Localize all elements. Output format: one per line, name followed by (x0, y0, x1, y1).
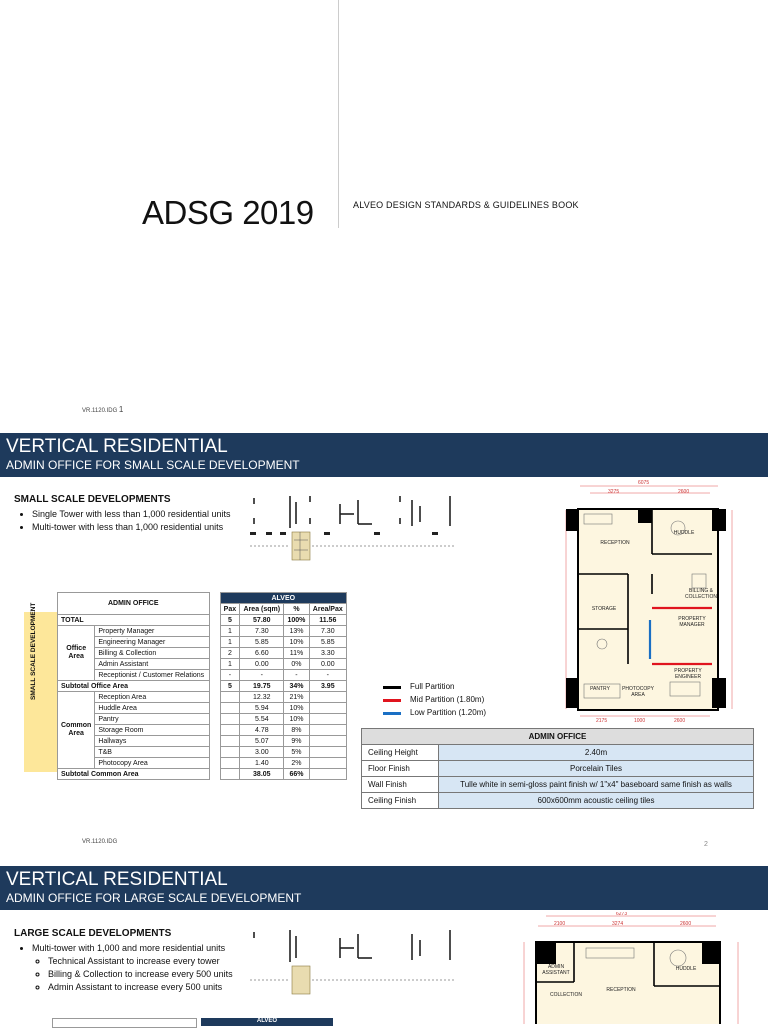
row-label: Billing & Collection (95, 648, 209, 659)
row-label: Storage Room (95, 725, 209, 736)
bullet-list (14, 508, 230, 534)
cell: 7.30 (240, 626, 284, 637)
total-per-pax: 11.56 (309, 615, 346, 626)
section-title: LARGE SCALE DEVELOPMENTS (14, 928, 172, 939)
table-row (58, 692, 347, 703)
room-label: HUDDLE (673, 530, 695, 536)
cell: 1 (220, 626, 240, 637)
cell: 3.95 (309, 681, 346, 692)
document-title: ADSG 2019 (142, 194, 314, 231)
table-header-brand: ALVEO (201, 1018, 333, 1026)
room-label: PROPERTY ENGINEER (674, 668, 702, 680)
spec-title: ADMIN OFFICE (362, 729, 754, 745)
row-label: Huddle Area (95, 703, 209, 714)
table-row (58, 736, 347, 747)
row-label: Property Manager (95, 626, 209, 637)
cell: 5.94 (240, 703, 284, 714)
row-label: Receptionist / Customer Relations (95, 670, 209, 681)
bullet-list (14, 942, 233, 994)
table-row (58, 725, 347, 736)
title-divider (338, 0, 339, 228)
document-subtitle: ALVEO DESIGN STANDARDS & GUIDELINES BOOK (353, 200, 579, 210)
page-number: 2 (704, 841, 708, 848)
col-header: % (284, 604, 309, 615)
table-row (58, 626, 347, 637)
spec-key: Wall Finish (362, 777, 439, 793)
bullet-item: • Single Tower with less than 1,000 residential units (32, 508, 230, 521)
cell: 10% (284, 703, 309, 714)
total-pct: 100% (284, 615, 309, 626)
spec-key: Floor Finish (362, 761, 439, 777)
dimension-label: 2600 (678, 489, 690, 495)
room-label: BILLING & COLLECTION (685, 588, 717, 600)
section-title: SMALL SCALE DEVELOPMENTS (14, 494, 171, 505)
cell: 1 (220, 637, 240, 648)
cell: 5 (220, 681, 240, 692)
cell: 13% (284, 626, 309, 637)
cell: 6.60 (240, 648, 284, 659)
row-label: T&B (95, 747, 209, 758)
legend-swatch (383, 686, 401, 689)
table-row (58, 714, 347, 725)
header-band (0, 433, 768, 477)
total-pax: 5 (220, 615, 240, 626)
cell: 11% (284, 648, 309, 659)
room-label: COLLECTION (550, 992, 582, 998)
legend-swatch (383, 699, 401, 702)
spec-key: Ceiling Height (362, 745, 439, 761)
table-row (58, 703, 347, 714)
spec-value: 2.40m (439, 745, 754, 761)
dimension-label: 2100 (554, 921, 566, 927)
room-label: HUDDLE (675, 966, 697, 972)
cell: 3.00 (240, 747, 284, 758)
room-label: RECEPTION (600, 540, 630, 546)
cell: - (220, 670, 240, 681)
row-label: Subtotal Office Area (58, 681, 210, 692)
cell: 0.00 (240, 659, 284, 670)
cell: 4.78 (240, 725, 284, 736)
legend-label: Mid Partition (1.80m) (410, 695, 485, 704)
tower-plan-thumbnail (250, 494, 460, 568)
cell: 21% (284, 692, 309, 703)
row-label: Engineering Manager (95, 637, 209, 648)
floor-plan (560, 480, 740, 726)
cell: 2% (284, 758, 309, 769)
row-label: Admin Assistant (95, 659, 209, 670)
cell: 7.30 (309, 626, 346, 637)
sub-bullet-item: ◦ Admin Assistant to increase every 500 units (48, 981, 233, 994)
cell: 5.54 (240, 714, 284, 725)
cell: 1 (220, 659, 240, 670)
dimension-label: 6075 (638, 480, 650, 486)
room-label: PANTRY (590, 686, 610, 692)
room-label: PROPERTY MANAGER (678, 616, 706, 628)
table-header-brand: ALVEO (220, 593, 346, 604)
subtotal-row (58, 769, 347, 780)
legend-swatch (383, 712, 401, 715)
sub-bullet-item: ◦ Billing & Collection to increase every 500 units (48, 968, 233, 981)
row-label: Reception Area (95, 692, 209, 703)
cell: 3.30 (309, 648, 346, 659)
table-row (58, 670, 347, 681)
area-table (57, 592, 347, 780)
page-number: 1 (118, 405, 124, 414)
cell: 38.05 (240, 769, 284, 780)
col-header: Area (sqm) (240, 604, 284, 615)
header-title: VERTICAL RESIDENTIAL (6, 869, 228, 890)
cell: - (284, 670, 309, 681)
sub-bullet-item: ◦ Technical Assistant to increase every tower (48, 955, 233, 968)
cell: 1.40 (240, 758, 284, 769)
cell: 5.85 (309, 637, 346, 648)
row-label: Hallways (95, 736, 209, 747)
dimension-label: 3274 (612, 921, 624, 927)
bullet-item: • Multi-tower with 1,000 and more residential units ◦ Technical Assistant to increase every tower ◦ Billing & Collection to increase every 500 units ◦ Admin Assistant to increase every 500 units (32, 942, 233, 994)
table-row (58, 758, 347, 769)
spec-value: 600x600mm acoustic ceiling tiles (439, 793, 754, 809)
dimension-label: 6273 (616, 912, 628, 917)
cell: 19.75 (240, 681, 284, 692)
partition-legend (383, 682, 503, 722)
col-header: Pax (220, 604, 240, 615)
total-label: TOTAL (58, 615, 210, 626)
cell: 2 (220, 648, 240, 659)
room-label: STORAGE (591, 606, 617, 612)
table-header-left (52, 1018, 197, 1028)
cell: 0% (284, 659, 309, 670)
cell: 10% (284, 637, 309, 648)
room-label: ADMIN ASSISTANT (542, 964, 570, 976)
row-label: Photocopy Area (95, 758, 209, 769)
cell: 5% (284, 747, 309, 758)
dimension-label: 2600 (674, 718, 686, 724)
page-footer: VR.1120.IDG (82, 839, 118, 845)
header-band (0, 866, 768, 910)
cell: - (240, 670, 284, 681)
subtotal-row (58, 681, 347, 692)
dimension-label: 3275 (608, 489, 620, 495)
legend-label: Low Partition (1.20m) (410, 708, 487, 717)
legend-label: Full Partition (410, 682, 455, 691)
spec-table (361, 728, 754, 809)
table-header-left: ADMIN OFFICE (58, 593, 210, 615)
cell: 0.00 (309, 659, 346, 670)
cell: 12.32 (240, 692, 284, 703)
group-label: Common Area (58, 692, 95, 769)
cell: - (309, 670, 346, 681)
table-row (58, 747, 347, 758)
category-label: SMALL SCALE DEVELOPMENT (30, 602, 37, 700)
cell: 5.07 (240, 736, 284, 747)
group-label: Office Area (58, 626, 95, 681)
row-label: Pantry (95, 714, 209, 725)
total-area: 57.80 (240, 615, 284, 626)
page-footer: VR.1120.IDG 1 (82, 405, 124, 414)
dimension-label: 2175 (596, 718, 608, 724)
spec-key: Ceiling Finish (362, 793, 439, 809)
table-row (58, 637, 347, 648)
dimension-label: 1000 (634, 718, 646, 724)
cell: 34% (284, 681, 309, 692)
spec-value: Porcelain Tiles (439, 761, 754, 777)
dimension-label: 2600 (680, 921, 692, 927)
room-label: PHOTOCOPY AREA (622, 686, 654, 698)
header-title: VERTICAL RESIDENTIAL (6, 436, 228, 457)
category-band (24, 612, 57, 772)
cell: 8% (284, 725, 309, 736)
table-row (58, 659, 347, 670)
cell: 66% (284, 769, 309, 780)
cell: 5.85 (240, 637, 284, 648)
spec-value: Tulle white in semi-gloss paint finish w/ 1"x4" baseboard same finish as walls (439, 777, 754, 793)
header-subtitle: ADMIN OFFICE FOR SMALL SCALE DEVELOPMENT (6, 458, 300, 472)
col-header: Area/Pax (309, 604, 346, 615)
table-row (58, 648, 347, 659)
row-label: Subtotal Common Area (58, 769, 210, 780)
cell: 10% (284, 714, 309, 725)
room-label: RECEPTION (606, 987, 636, 993)
cell: 9% (284, 736, 309, 747)
header-subtitle: ADMIN OFFICE FOR LARGE SCALE DEVELOPMENT (6, 891, 302, 905)
tower-plan-thumbnail (250, 928, 460, 1002)
bullet-item: • Multi-tower with less than 1,000 residential units (32, 521, 230, 534)
floor-plan (516, 912, 746, 1024)
